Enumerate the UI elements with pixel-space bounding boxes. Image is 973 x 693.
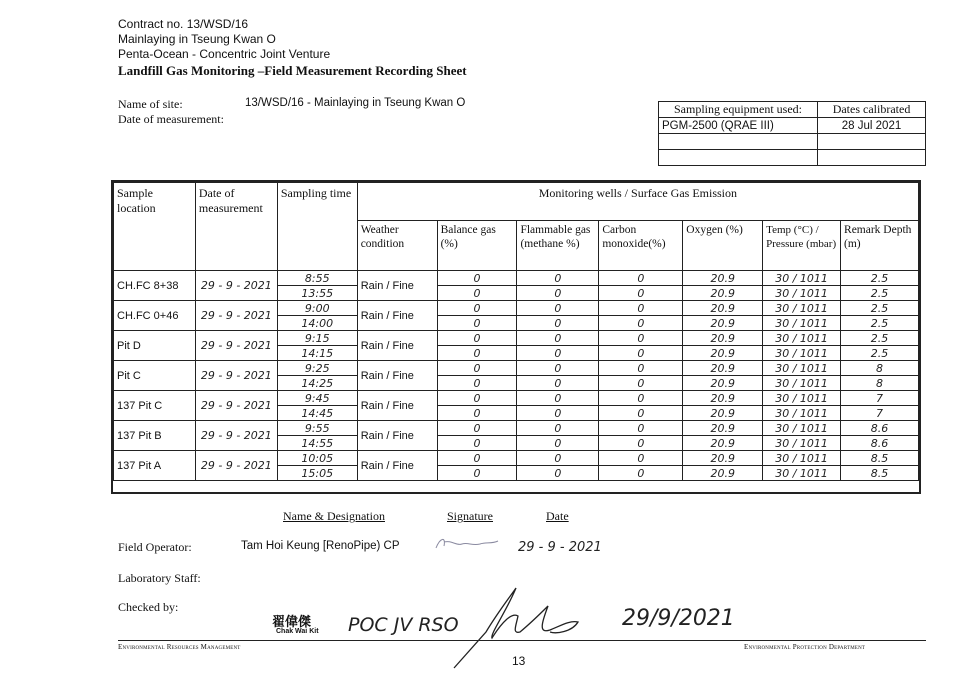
carbon-monoxide: 0 [599, 436, 683, 451]
sampling-time: 9:45 [277, 391, 357, 406]
balance-gas: 0 [437, 391, 517, 406]
contractor-name: Penta-Ocean - Concentric Joint Venture [118, 47, 331, 61]
carbon-monoxide: 0 [599, 406, 683, 421]
field-operator-date: 29 - 9 - 2021 [518, 540, 602, 555]
calibrated-cell [818, 150, 926, 166]
carbon-monoxide: 0 [599, 331, 683, 346]
remark-depth: 8.6 [841, 436, 919, 451]
sampling-time: 8:55 [277, 271, 357, 286]
name-designation-header: Name & Designation [283, 509, 385, 523]
carbon-monoxide: 0 [599, 451, 683, 466]
balance-gas: 0 [437, 301, 517, 316]
temp-pressure: 30 / 1011 [763, 451, 841, 466]
table-row [114, 361, 919, 376]
remark-depth: 2.5 [841, 346, 919, 361]
sample-location: 137 Pit B [114, 421, 196, 451]
table-row [114, 271, 919, 286]
temp-pressure: 30 / 1011 [763, 346, 841, 361]
carbon-monoxide: 0 [599, 346, 683, 361]
sampling-time: 9:55 [277, 421, 357, 436]
calibrated-cell [818, 134, 926, 150]
equipment-header: Sampling equipment used: [659, 102, 818, 118]
checked-by-label: Checked by: [118, 600, 179, 614]
sample-location: 137 Pit C [114, 391, 196, 421]
balance-gas: 0 [437, 421, 517, 436]
sampling-time: 9:25 [277, 361, 357, 376]
oxygen: 20.9 [683, 286, 763, 301]
temp-pressure: 30 / 1011 [763, 316, 841, 331]
temp-pressure: 30 / 1011 [763, 376, 841, 391]
measurement-date: 29 - 9 - 2021 [195, 271, 277, 301]
balance-gas: 0 [437, 466, 517, 481]
carbon-monoxide: 0 [599, 421, 683, 436]
site-name-label: Name of site: [118, 97, 183, 111]
sampling-time: 10:05 [277, 451, 357, 466]
remark-depth: 8.5 [841, 466, 919, 481]
sample-location: CH.FC 8+38 [114, 271, 196, 301]
sample-location: CH.FC 0+46 [114, 301, 196, 331]
sample-location: Pit D [114, 331, 196, 361]
sampling-time: 15:05 [277, 466, 357, 481]
temp-pressure: 30 / 1011 [763, 391, 841, 406]
header-oxygen: Oxygen (%) [683, 221, 763, 271]
balance-gas: 0 [437, 271, 517, 286]
sample-location: Pit C [114, 361, 196, 391]
temp-pressure: 30 / 1011 [763, 406, 841, 421]
signature-header: Signature [447, 509, 493, 523]
lab-staff-label: Laboratory Staff: [118, 571, 201, 585]
remark-depth: 7 [841, 406, 919, 421]
weather-condition: Rain / Fine [357, 331, 437, 361]
flammable-gas: 0 [517, 301, 599, 316]
carbon-monoxide: 0 [599, 466, 683, 481]
sampling-time: 9:15 [277, 331, 357, 346]
header-time: Sampling time [277, 183, 357, 271]
flammable-gas: 0 [517, 421, 599, 436]
carbon-monoxide: 0 [599, 301, 683, 316]
oxygen: 20.9 [683, 271, 763, 286]
sampling-time: 13:55 [277, 286, 357, 301]
sheet-title: Landfill Gas Monitoring –Field Measurement Recording Sheet [118, 63, 467, 78]
site-name-value: 13/WSD/16 - Mainlaying in Tseung Kwan O [245, 97, 466, 109]
remark-depth: 8.5 [841, 451, 919, 466]
balance-gas: 0 [437, 376, 517, 391]
balance-gas: 0 [437, 316, 517, 331]
oxygen: 20.9 [683, 466, 763, 481]
oxygen: 20.9 [683, 316, 763, 331]
monitoring-table [113, 182, 919, 481]
temp-pressure: 30 / 1011 [763, 466, 841, 481]
table-row [114, 301, 919, 316]
sampling-time: 14:45 [277, 406, 357, 421]
oxygen: 20.9 [683, 376, 763, 391]
remark-depth: 2.5 [841, 301, 919, 316]
flammable-gas: 0 [517, 406, 599, 421]
date-header: Date [546, 509, 569, 523]
weather-condition: Rain / Fine [357, 421, 437, 451]
remark-depth: 2.5 [841, 316, 919, 331]
balance-gas: 0 [437, 406, 517, 421]
carbon-monoxide: 0 [599, 391, 683, 406]
oxygen: 20.9 [683, 346, 763, 361]
balance-gas: 0 [437, 286, 517, 301]
weather-condition: Rain / Fine [357, 271, 437, 301]
temp-pressure: 30 / 1011 [763, 286, 841, 301]
header-weather: Weather condition [357, 221, 437, 271]
flammable-gas: 0 [517, 391, 599, 406]
weather-condition: Rain / Fine [357, 451, 437, 481]
carbon-monoxide: 0 [599, 316, 683, 331]
temp-pressure: 30 / 1011 [763, 436, 841, 451]
carbon-monoxide: 0 [599, 376, 683, 391]
sampling-time: 14:00 [277, 316, 357, 331]
monitoring-table-frame [111, 180, 921, 494]
remark-depth: 2.5 [841, 331, 919, 346]
field-operator-name: Tam Hoi Keung [RenoPipe) CP [241, 540, 400, 552]
balance-gas: 0 [437, 346, 517, 361]
temp-pressure: 30 / 1011 [763, 271, 841, 286]
oxygen: 20.9 [683, 391, 763, 406]
field-operator-signature [432, 532, 502, 558]
flammable-gas: 0 [517, 331, 599, 346]
equipment-cell: PGM-2500 (QRAE III) [659, 118, 818, 134]
measurement-date: 29 - 9 - 2021 [195, 331, 277, 361]
measurement-date: 29 - 9 - 2021 [195, 361, 277, 391]
checked-name-english: Chak Wai Kit [276, 628, 319, 635]
flammable-gas: 0 [517, 361, 599, 376]
temp-pressure: 30 / 1011 [763, 301, 841, 316]
sampling-time: 14:15 [277, 346, 357, 361]
contract-number: Contract no. 13/WSD/16 [118, 17, 249, 31]
weather-condition: Rain / Fine [357, 391, 437, 421]
sampling-time: 9:00 [277, 301, 357, 316]
oxygen: 20.9 [683, 301, 763, 316]
carbon-monoxide: 0 [599, 271, 683, 286]
oxygen: 20.9 [683, 331, 763, 346]
table-row [114, 451, 919, 466]
flammable-gas: 0 [517, 436, 599, 451]
remark-depth: 2.5 [841, 271, 919, 286]
header-monitoring-group: Monitoring wells / Surface Gas Emission [357, 183, 918, 221]
project-name: Mainlaying in Tseung Kwan O [118, 32, 276, 46]
header-co: Carbon monoxide(%) [599, 221, 683, 271]
checked-role: POC JV RSO [348, 614, 459, 636]
flammable-gas: 0 [517, 286, 599, 301]
weather-condition: Rain / Fine [357, 361, 437, 391]
oxygen: 20.9 [683, 421, 763, 436]
balance-gas: 0 [437, 436, 517, 451]
flammable-gas: 0 [517, 466, 599, 481]
calibrated-header: Dates calibrated [818, 102, 926, 118]
carbon-monoxide: 0 [599, 286, 683, 301]
remark-depth: 7 [841, 391, 919, 406]
equipment-table [658, 101, 926, 166]
balance-gas: 0 [437, 451, 517, 466]
sampling-time: 14:25 [277, 376, 357, 391]
remark-depth: 8.6 [841, 421, 919, 436]
flammable-gas: 0 [517, 346, 599, 361]
measurement-date: 29 - 9 - 2021 [195, 391, 277, 421]
table-row [114, 331, 919, 346]
header-location: Sample location [114, 183, 196, 271]
oxygen: 20.9 [683, 436, 763, 451]
field-operator-label: Field Operator: [118, 540, 192, 554]
footer-left: Environmental Resources Management [118, 643, 241, 651]
temp-pressure: 30 / 1011 [763, 361, 841, 376]
carbon-monoxide: 0 [599, 361, 683, 376]
equipment-cell [659, 150, 818, 166]
temp-pressure: 30 / 1011 [763, 331, 841, 346]
measurement-date: 29 - 9 - 2021 [195, 301, 277, 331]
flammable-gas: 0 [517, 376, 599, 391]
date-measurement-label: Date of measurement: [118, 112, 224, 126]
remark-depth: 2.5 [841, 286, 919, 301]
sample-location: 137 Pit A [114, 451, 196, 481]
weather-condition: Rain / Fine [357, 301, 437, 331]
oxygen: 20.9 [683, 406, 763, 421]
oxygen: 20.9 [683, 361, 763, 376]
equipment-cell [659, 134, 818, 150]
flammable-gas: 0 [517, 451, 599, 466]
flammable-gas: 0 [517, 271, 599, 286]
footer-right: Environmental Protection Department [744, 643, 866, 651]
oxygen: 20.9 [683, 451, 763, 466]
header-remark: Remark Depth (m) [841, 221, 919, 271]
footer-rule [118, 640, 926, 641]
header-balance: Balance gas (%) [437, 221, 517, 271]
balance-gas: 0 [437, 331, 517, 346]
checked-date: 29/9/2021 [622, 606, 735, 631]
remark-depth: 8 [841, 361, 919, 376]
table-row [114, 421, 919, 436]
header-flammable: Flammable gas (methane %) [517, 221, 599, 271]
measurement-date: 29 - 9 - 2021 [195, 451, 277, 481]
remark-depth: 8 [841, 376, 919, 391]
table-row [114, 391, 919, 406]
header-date: Date of measurement [195, 183, 277, 271]
calibrated-cell: 28 Jul 2021 [818, 118, 926, 134]
page-number: 13 [512, 654, 526, 668]
checked-name-chinese: 翟偉傑 [272, 615, 312, 630]
temp-pressure: 30 / 1011 [763, 421, 841, 436]
sampling-time: 14:55 [277, 436, 357, 451]
flammable-gas: 0 [517, 316, 599, 331]
measurement-date: 29 - 9 - 2021 [195, 421, 277, 451]
balance-gas: 0 [437, 361, 517, 376]
header-temp: Temp (°C) / Pressure (mbar) [763, 221, 841, 271]
